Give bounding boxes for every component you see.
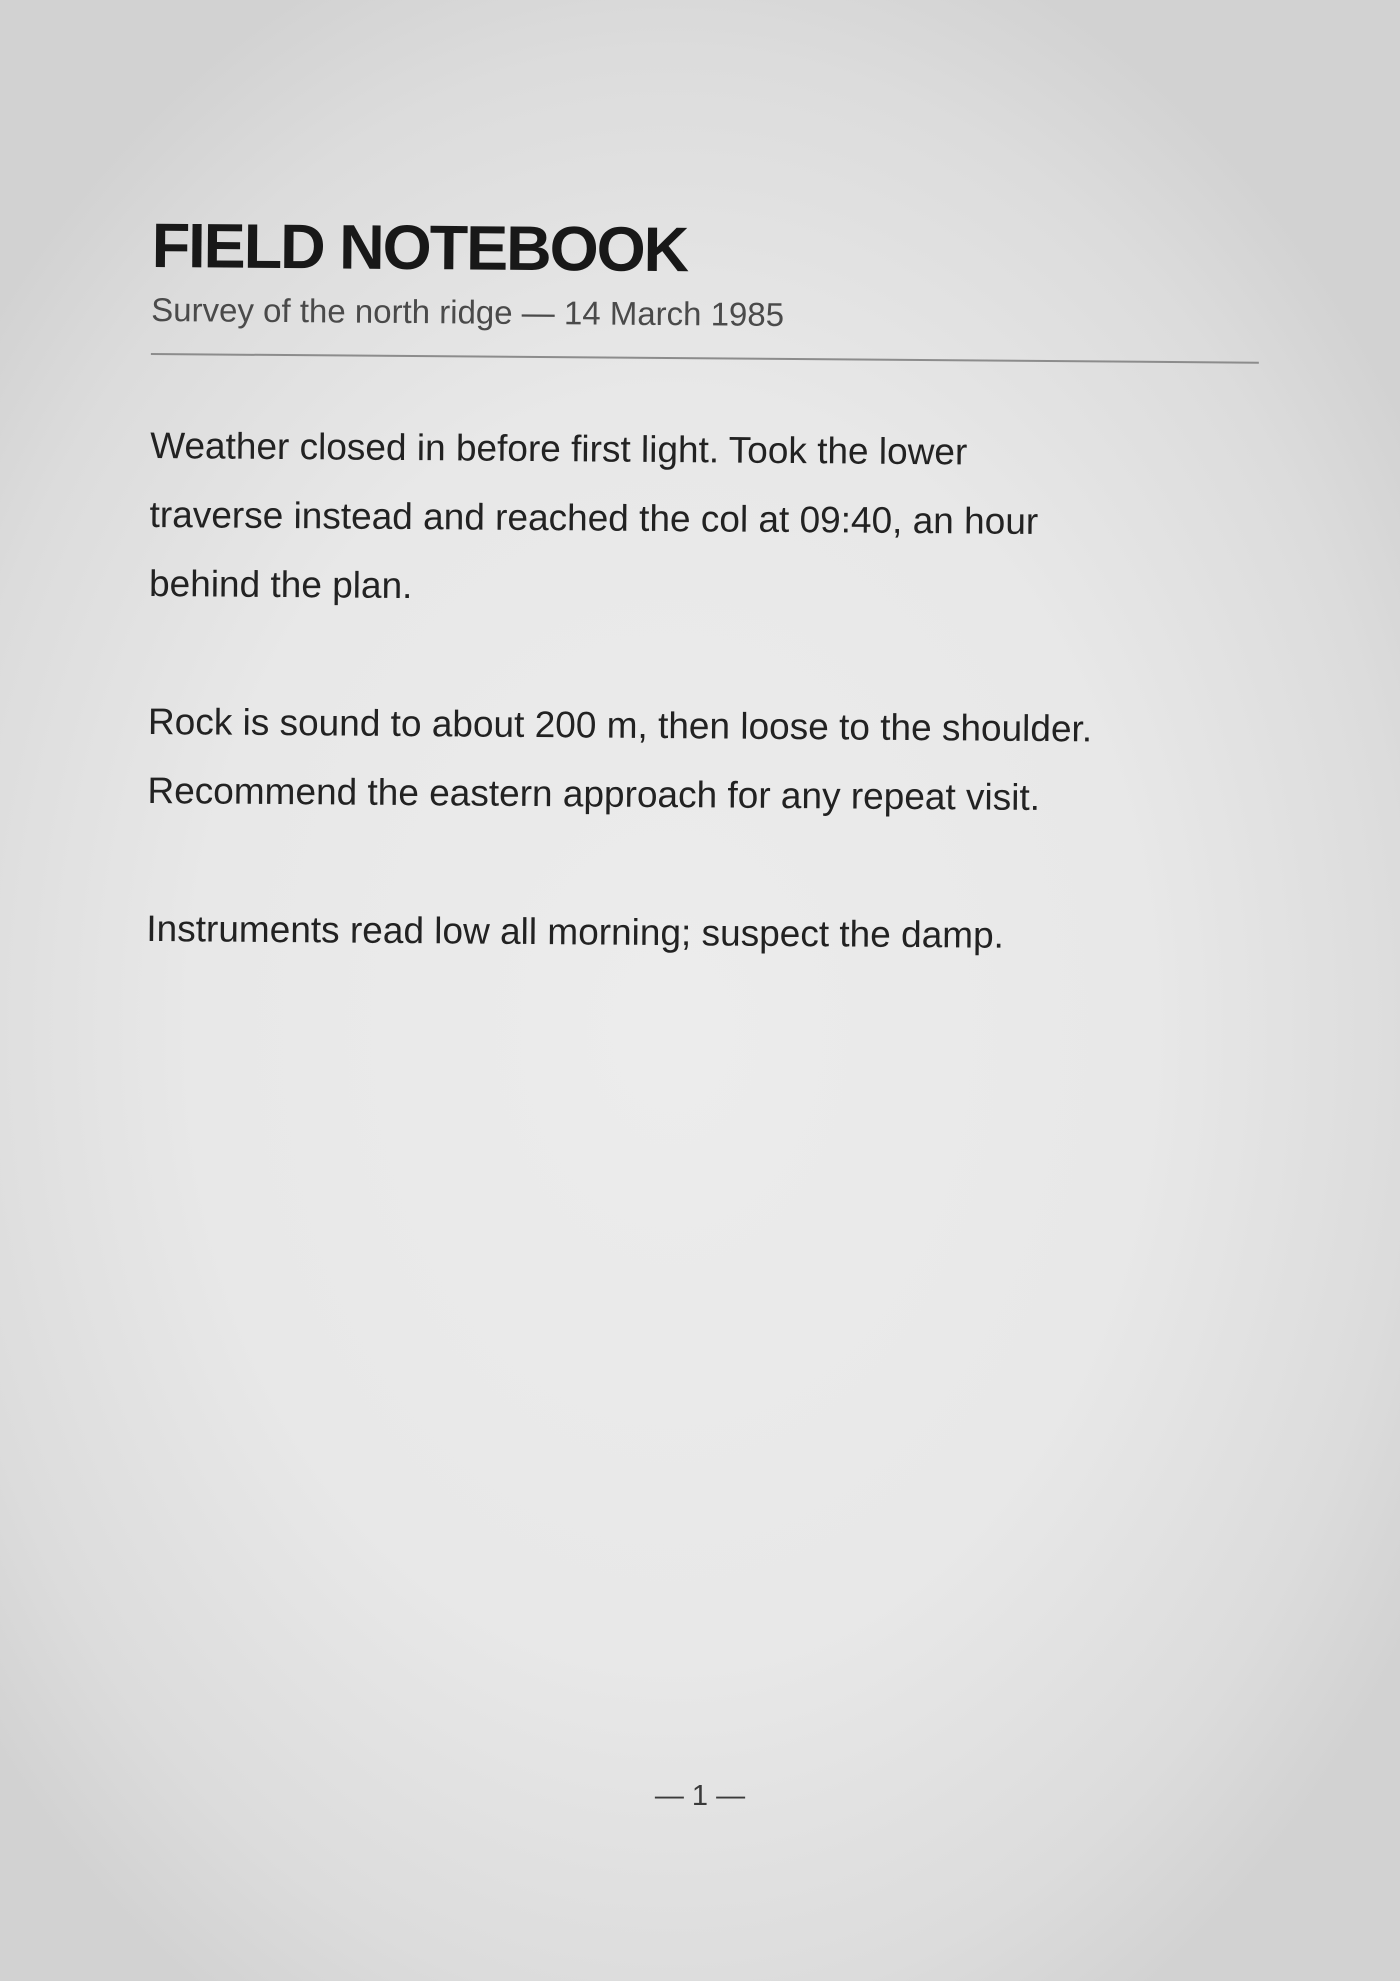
paragraph-rock: Rock is sound to about 200 m, then loose to the shoulder. Recommend the eastern approach for any repeat visit. (147, 700, 1093, 818)
page-subtitle: Survey of the north ridge — 14 March 1985 (151, 291, 785, 334)
paragraph-instruments: Instruments read low all morning; suspect the damp. (146, 907, 1005, 956)
header-divider (151, 353, 1259, 364)
page-number: — 1 — (654, 1780, 746, 1812)
notebook-body (146, 411, 1260, 972)
page-title: FIELD NOTEBOOK (151, 211, 688, 286)
paragraph-weather: Weather closed in before first light. Took the lower traverse instead and reached the col at 09:40, an hour behind the plan. (148, 424, 1039, 606)
page-content (146, 212, 1262, 1040)
